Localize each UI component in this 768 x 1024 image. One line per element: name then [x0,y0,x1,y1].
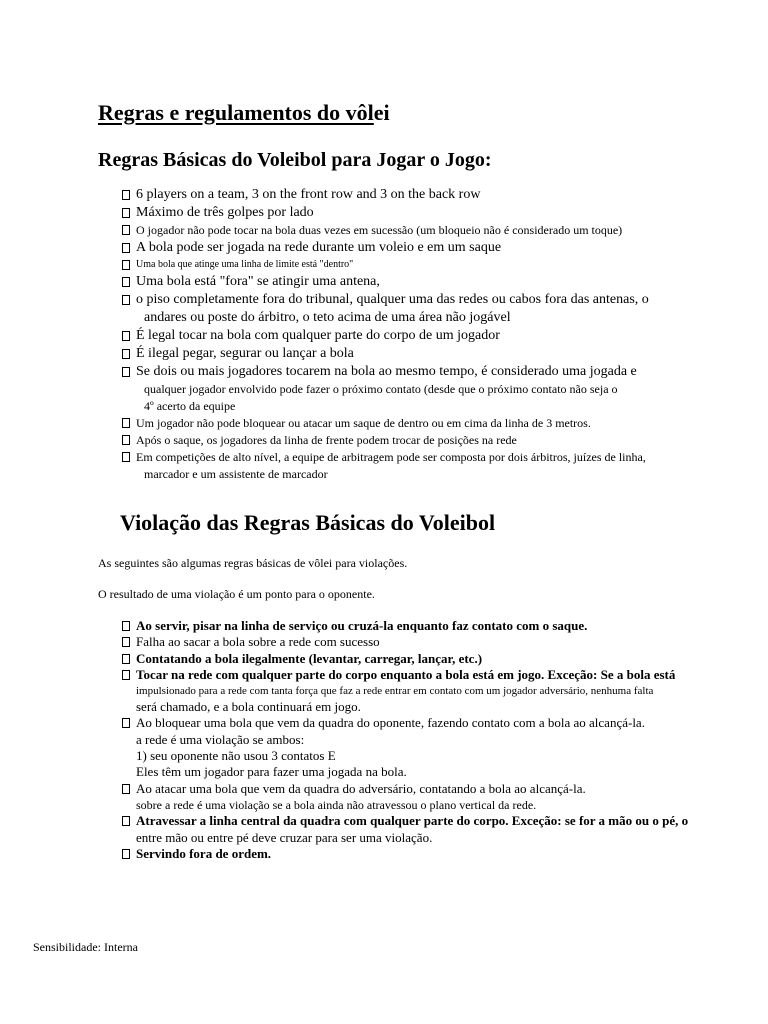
bullet-box-icon [122,190,130,200]
list-item: Ao atacar uma bola que vem da quadra do adversário, contatando a bola ao alcançá-la. sobre a rede é uma violação se a bola ainda não atravessou o plano vertical da rede. [122,781,702,814]
bullet-box-icon [122,367,130,377]
bullet-box-icon [122,784,130,794]
bullet-box-icon [122,260,130,270]
list-item: Se dois ou mais jogadores tocarem na bola ao mesmo tempo, é considerado uma jogada e qualquer jogador envolvido pode fazer o próximo contato (desde que o próximo contato não seja o 4º acerto da equipe [122,363,682,415]
bullet-box-icon [122,418,130,428]
list-item: O jogador não pode tocar na bola duas vezes em sucessão (um bloqueio não é considerado um toque) [122,222,682,239]
document-title [98,99,390,127]
intro-paragraph-2: O resultado de uma violação é um ponto para o oponente. [98,587,375,601]
list-item: Máximo de três golpes por lado [122,204,682,222]
bullet-box-icon [122,295,130,305]
list-item: Um jogador não pode bloquear ou atacar um saque de dentro ou em cima da linha de 3 metros. [122,415,682,432]
bullet-box-icon [122,225,130,235]
list-item: 6 players on a team, 3 on the front row and 3 on the back row [122,186,682,204]
list-item: Tocar na rede com qualquer parte do corpo enquanto a bola está em jogo. Exceção: Se a bola está impulsionado para a rede com tanta força que faz a rede entrar em contato com um jogador adversário, nenhuma falta será chamado, e a bola continuará em jogo. [122,667,702,716]
bullet-box-icon [122,331,130,341]
sensitivity-footer: Sensibilidade: Interna [33,940,138,954]
list-item: É legal tocar na bola com qualquer parte do corpo de um jogador [122,327,682,345]
violations-list [122,618,702,862]
bullet-box-icon [122,349,130,359]
bullet-box-icon [122,435,130,445]
bullet-box-icon [122,670,130,680]
list-item: Ao bloquear uma bola que vem da quadra do oponente, fazendo contato com a bola ao alcançá-la. a rede é uma violação se ambos: 1) seu oponente não usou 3 contatos E Eles têm um jogador para fazer uma jogada na bola. [122,715,702,780]
list-item: Em competições de alto nível, a equipe de arbitragem pode ser composta por dois árbitros, juízes de linha, marcador e um assistente de marcador [122,449,682,483]
bullet-box-icon [122,849,130,859]
title-underlined: Regras e regulamentos do vôl [98,100,374,125]
basic-rules-list [122,186,682,483]
heading-violations: Violação das Regras Básicas do Voleibol [120,510,496,535]
bullet-box-icon [122,277,130,287]
bullet-box-icon [122,621,130,631]
list-item: A bola pode ser jogada na rede durante um voleio e em um saque [122,239,682,257]
list-item: Após o saque, os jogadores da linha de frente podem trocar de posições na rede [122,432,682,449]
title-rest: ei [373,100,390,125]
bullet-box-icon [122,816,130,826]
list-item: Uma bola está "fora" se atingir uma antena, [122,273,682,291]
bullet-box-icon [122,654,130,664]
bullet-box-icon [122,208,130,218]
intro-paragraph-1: As seguintes são algumas regras básicas de vôlei para violações. [98,556,408,570]
list-item: É ilegal pegar, segurar ou lançar a bola [122,345,682,363]
bullet-box-icon [122,637,130,647]
bullet-box-icon [122,243,130,253]
list-item: Ao servir, pisar na linha de serviço ou cruzá-la enquanto faz contato com o saque. [122,618,702,634]
list-item: Falha ao sacar a bola sobre a rede com sucesso [122,634,702,650]
bullet-box-icon [122,718,130,728]
list-item: o piso completamente fora do tribunal, qualquer uma das redes ou cabos fora das antenas, o andares ou poste do árbitro, o teto acima de uma área não jogável [122,291,682,327]
list-item: Servindo fora de ordem. [122,846,702,862]
heading-basic-rules: Regras Básicas do Voleibol para Jogar o Jogo: [98,149,492,171]
list-item: Uma bola que atinge uma linha de limite está "dentro" [122,257,682,273]
list-item: Contatando a bola ilegalmente (levantar, carregar, lançar, etc.) [122,651,702,667]
bullet-box-icon [122,452,130,462]
list-item: Atravessar a linha central da quadra com qualquer parte do corpo. Exceção: se for a mão ou o pé, o entre mão ou entre pé deve cruzar para ser uma violação. [122,813,702,846]
